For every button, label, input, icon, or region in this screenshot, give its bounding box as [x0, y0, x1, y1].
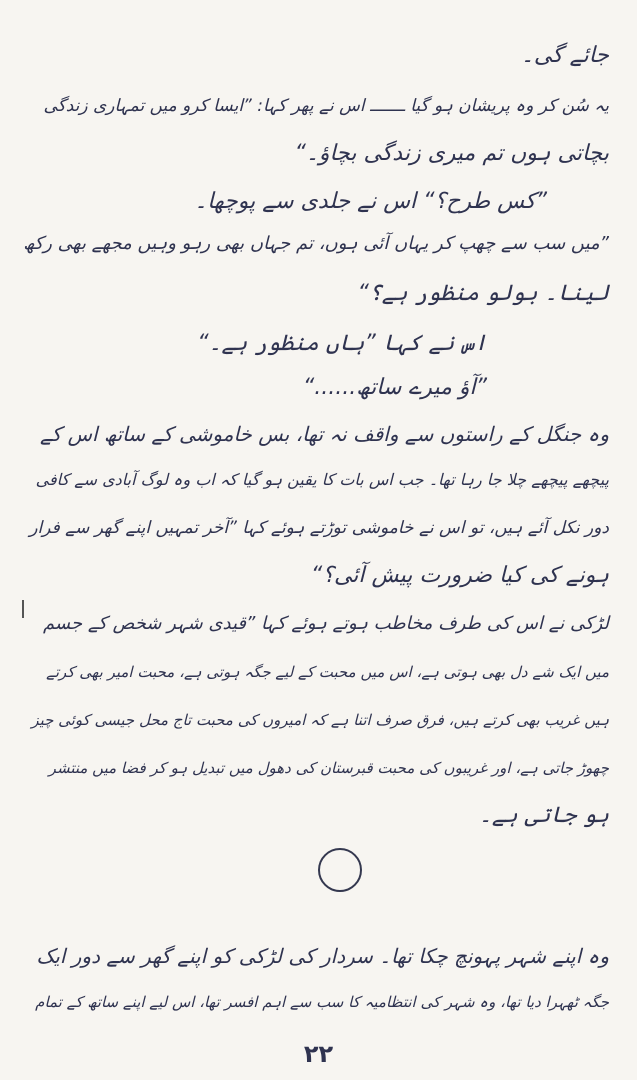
text-line-15: ہیں غریب بھی کرتے ہیں، فرق صرف اتنا ہے کہ امیروں کی محبت تاج محل جیسی کوئی چیز [31, 711, 609, 729]
text-line-11: دور نکل آئے ہیں، تو اس نے خاموشی توڑتے ہوئے کہا ”آخر تمہیں اپنے گھر سے فرار [29, 518, 609, 538]
text-line-9: وہ جنگل کے راستوں سے واقف نہ تھا، بس خاموشی کے ساتھ اس کے [40, 422, 609, 446]
text-line-17: ہو جاتی ہے۔ [478, 803, 609, 828]
page-number: ۲۲ [303, 1040, 334, 1068]
margin-mark [22, 600, 24, 618]
section-divider-circle [318, 848, 362, 892]
text-line-13: لڑکی نے اس کی طرف مخاطب ہوتے ہوئے کہا ”قیدی شہر شخص کے جسم [42, 613, 609, 634]
text-line-5: ”میں سب سے چھپ کر یہاں آئی ہوں، تم جہاں بھی رہو وہیں مجھے بھی رکھ [23, 233, 609, 254]
text-line-18: وہ اپنے شہر پہونچ چکا تھا۔ سردار کی لڑکی کو اپنے گھر سے دور ایک [36, 944, 609, 968]
text-line-12: ہونے کی کیا ضرورت پیش آئی؟“ [310, 563, 609, 588]
text-line-6: لینا۔ بولو منظور ہے؟“ [357, 281, 609, 306]
text-line-10: پیچھے پیچھے چلا جا رہا تھا۔ جب اس بات کا یقین ہو گیا کہ اب وہ لوگ آبادی سے کافی [35, 470, 609, 489]
text-line-14: میں ایک شے دل بھی ہوتی ہے، اس میں محبت کے لیے جگہ ہوتی ہے، محبت امیر بھی کرتے [46, 663, 609, 681]
text-line-3: بچاتی ہوں تم میری زندگی بچاؤ۔“ [294, 141, 609, 166]
text-line-7: اس نے کہا ”ہاں منظور ہے۔“ [197, 331, 487, 356]
text-line-19: جگہ ٹھہرا دیا تھا، وہ شہر کی انتظامیہ کا سب سے اہم افسر تھا، اس لیے اپنے ساتھ کے تمام [35, 993, 609, 1011]
text-line-4: ”کس طرح؟“ اس نے جلدی سے پوچھا۔ [194, 189, 547, 214]
text-line-8: ”آؤ میرے ساتھ......“ [302, 375, 487, 400]
text-line-16: چھوڑ جاتی ہے، اور غریبوں کی محبت قبرستان کی دھول میں تبدیل ہو کر فضا میں منتشر [48, 759, 609, 777]
text-line-2: یہ سُن کر وہ پریشان ہو گیا ـــــــ اس نے پھر کہا: ”ایسا کرو میں تمہاری زندگی [43, 96, 609, 116]
text-line-1: جائے گی۔ [520, 43, 609, 68]
